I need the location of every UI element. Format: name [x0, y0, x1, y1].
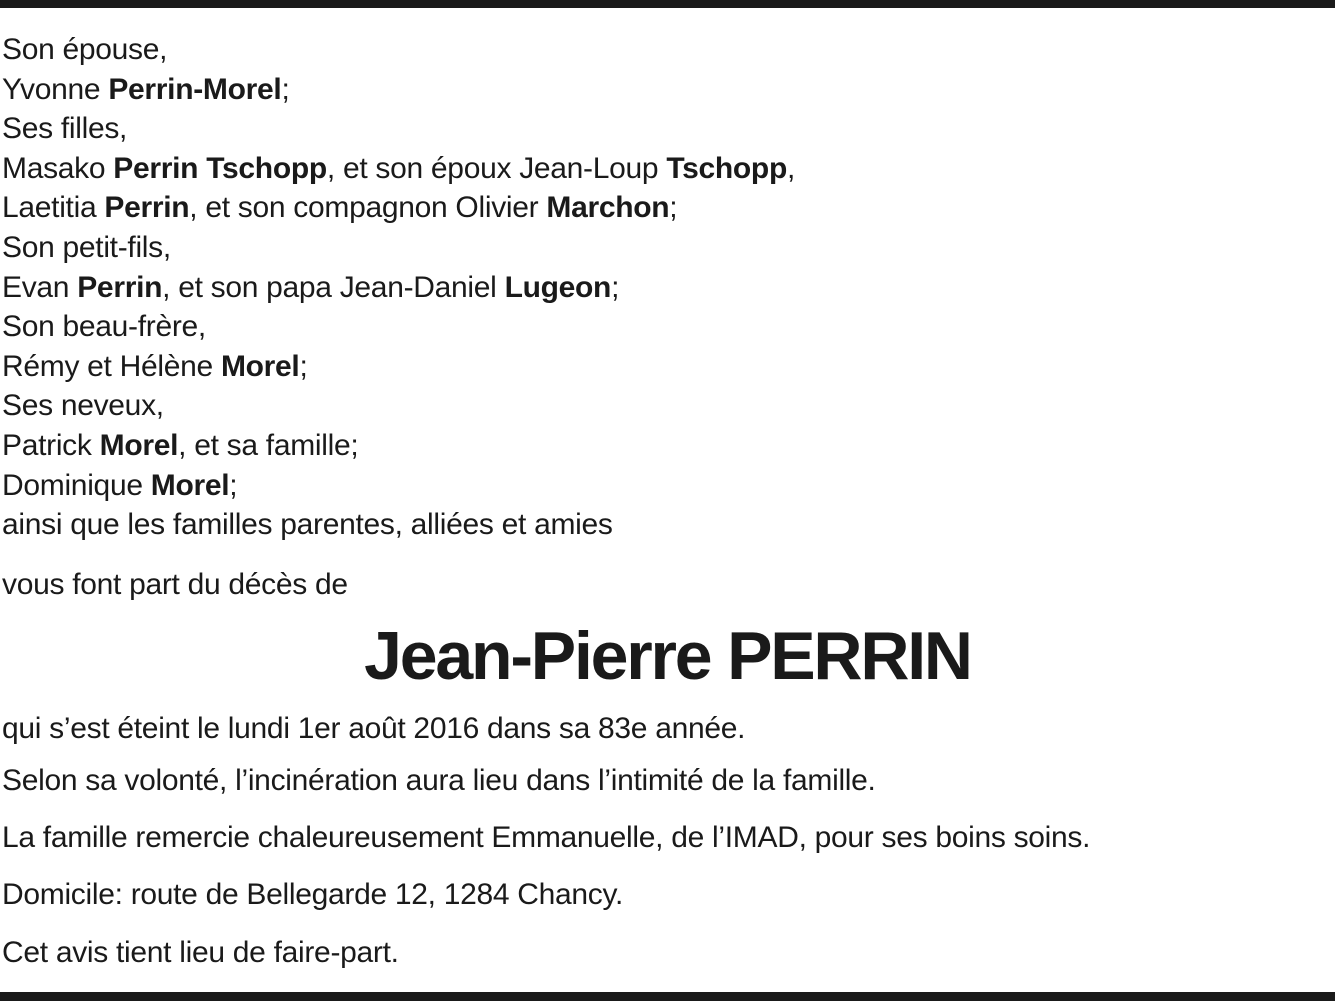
cremation-paragraph: Selon sa volonté, l’incinération aura lieu dans l’intimité de la famille.	[2, 764, 876, 797]
bottom-border-rule	[0, 992, 1335, 1001]
family-list	[2, 30, 795, 545]
surname: Tschopp	[666, 151, 787, 185]
family-line: ainsi que les familles parentes, alliées et amies	[2, 508, 613, 542]
surname: Perrin Tschopp	[113, 151, 327, 185]
announcement-intro: vous font part du décès de	[2, 568, 348, 601]
family-line: Ses neveux,	[2, 389, 164, 423]
surname: Morel	[220, 349, 300, 383]
surname: Perrin-Morel	[108, 72, 282, 106]
death-date-paragraph: qui s’est éteint le lundi 1er août 2016 dans sa 83e année.	[2, 712, 746, 745]
family-line: Son épouse,	[2, 33, 168, 66]
address-paragraph: Domicile: route de Bellegarde 12, 1284 Chancy.	[2, 878, 624, 911]
family-line: Ses filles,	[2, 112, 128, 146]
family-line: Son beau-frère,	[2, 310, 206, 344]
family-line: Dominique Morel;	[2, 468, 238, 502]
surname: Perrin	[77, 270, 163, 304]
family-line: Masako Perrin Tschopp, et son époux Jean-Loup Tschopp,	[2, 151, 796, 185]
notice-paragraph: Cet avis tient lieu de faire-part.	[2, 936, 399, 969]
family-line: Evan Perrin, et son papa Jean-Daniel Lugeon;	[2, 270, 620, 304]
surname: Lugeon	[504, 270, 612, 304]
thanks-paragraph: La famille remercie chaleureusement Emmanuelle, de l’IMAD, pour ses boins soins.	[2, 821, 1091, 854]
surname: Morel	[150, 468, 230, 502]
family-line: Yvonne Perrin-Morel;	[2, 72, 290, 106]
surname: Marchon	[546, 191, 670, 225]
deceased-name: Jean-Pierre PERRIN	[364, 618, 971, 694]
surname: Perrin	[104, 191, 190, 225]
surname: Morel	[99, 428, 179, 462]
family-line: Laetitia Perrin, et son compagnon Olivier Marchon;	[2, 191, 678, 225]
family-line: Patrick Morel, et sa famille;	[2, 428, 359, 462]
family-line: Rémy et Hélène Morel;	[2, 349, 308, 383]
family-line: Son petit-fils,	[2, 230, 171, 264]
top-border-rule	[0, 0, 1335, 8]
